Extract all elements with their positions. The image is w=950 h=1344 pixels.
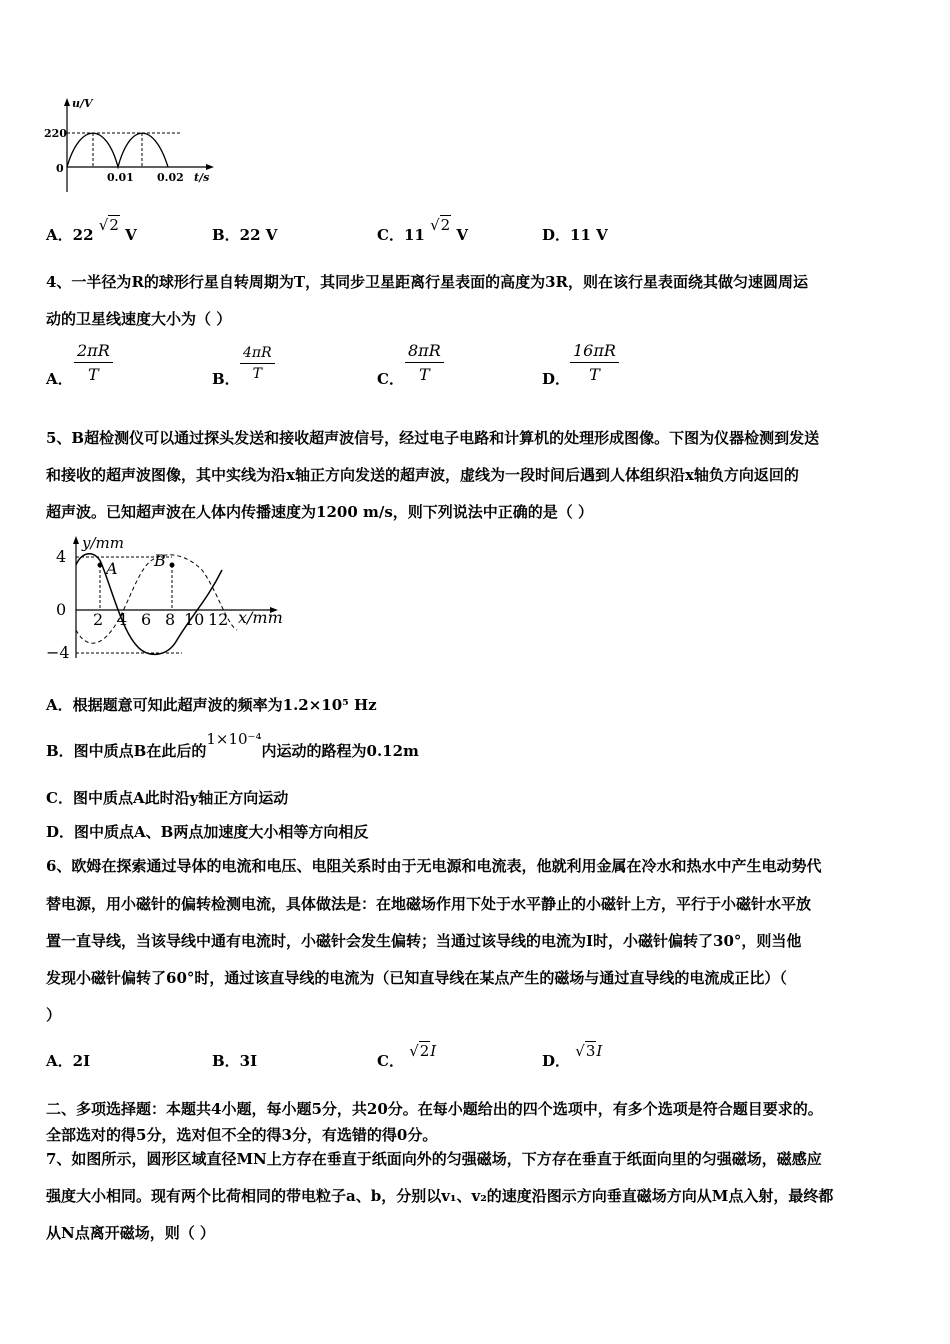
q5-stem-line3: 超声波。已知超声波在人体内传播速度为1200 m/s，则下列说法中正确的是（ ）: [46, 503, 593, 521]
q4-option-a[interactable]: A．: [46, 370, 73, 388]
q3-option-b[interactable]: B．22 V: [212, 226, 278, 244]
sqrt-symbol: √2: [430, 216, 451, 234]
q4-option-d-fraction: $\frac{16\pi R}{T}$: [570, 341, 619, 384]
q5-option-d[interactable]: D．图中质点A、B两点加速度大小相等方向相反: [46, 823, 369, 841]
graph1-x-tick-1: 0.01: [107, 171, 134, 184]
q6-option-b[interactable]: B．3I: [212, 1052, 258, 1070]
voltage-time-graph: [40, 92, 220, 202]
q7-stem-line3: 从N点离开磁场，则（ ）: [46, 1224, 215, 1242]
q6-option-a[interactable]: A．2I: [46, 1052, 91, 1070]
q3-option-a[interactable]: A．22 √2 V: [46, 216, 137, 244]
graph1-y-tick: 220: [44, 127, 67, 140]
q6-stem-line4: 发现小磁针偏转了60°时，通过该直导线的电流为（已知直导线在某点产生的磁场与通过直导线的电流成正比）（: [46, 969, 787, 987]
q6-stem-line5: ）: [46, 1006, 62, 1024]
q3-option-c[interactable]: C．11 √2 V: [377, 216, 469, 244]
wave-x-tick-10: 10: [184, 610, 205, 629]
q6-option-c[interactable]: C． √2I: [377, 1042, 437, 1070]
q5-stem-line2: 和接收的超声波图像，其中实线为沿x轴正方向发送的超声波，虚线为一段时间后遇到人体组织沿x轴负方向返回的: [46, 466, 799, 484]
wave-y-label: y/mm: [82, 534, 124, 552]
q6-stem-line1: 6、欧姆在探索通过导体的电流和电压、电阻关系时由于无电源和电流表，他就利用金属在冷水和热水中产生电动势代: [46, 857, 822, 875]
q6-stem-line3: 置一直导线，当该导线中通有电流时，小磁针会发生偏转；当通过该导线的电流为I时，小磁针偏转了30°，则当他: [46, 932, 802, 950]
sqrt-symbol: √2: [98, 216, 119, 234]
wave-x-tick-8: 8: [165, 610, 176, 629]
wave-point-b-label: B: [154, 551, 166, 570]
q4-option-c-fraction: $\frac{8\pi R}{T}$: [405, 341, 444, 384]
graph1-x-tick-2: 0.02: [157, 171, 184, 184]
wave-y-bottom: −4: [46, 643, 70, 662]
graph1-origin: 0: [56, 162, 64, 175]
graph1-x-label: t/s: [194, 171, 210, 184]
ultrasound-wave-graph: [42, 530, 302, 665]
q4-option-a-fraction: $\frac{2\pi R}{T}$: [74, 341, 113, 384]
section2-heading-line1: 二、多项选择题：本题共4小题，每小题5分，共20分。在每小题给出的四个选项中，有多个选项是符合题目要求的。: [46, 1100, 823, 1118]
time-superscript: 1×10⁻⁴: [206, 730, 262, 748]
q4-option-b[interactable]: B．: [212, 370, 240, 388]
q6-option-d[interactable]: D． √3I: [542, 1042, 603, 1070]
wave-x-tick-6: 6: [141, 610, 152, 629]
graph1-y-label: u/V: [72, 97, 93, 110]
q4-option-b-fraction: $\frac{4\pi R}{T}$: [240, 345, 275, 382]
q7-stem-line1: 7、如图所示，圆形区域直径MN上方存在垂直于纸面向外的匀强磁场，下方存在垂直于纸面向里的匀强磁场，磁感应: [46, 1150, 822, 1168]
q4-stem-line2: 动的卫星线速度大小为（ ）: [46, 310, 232, 328]
sqrt-symbol: √3I: [575, 1042, 603, 1060]
q3-option-d[interactable]: D．11 V: [542, 226, 608, 244]
q4-option-d[interactable]: D．: [542, 370, 571, 388]
q5-option-c[interactable]: C．图中质点A此时沿y轴正方向运动: [46, 789, 289, 807]
q5-option-a[interactable]: A．根据题意可知此超声波的频率为1.2×10⁵ Hz: [46, 696, 377, 714]
section2-heading-line2: 全部选对的得5分，选对但不全的得3分，有选错的得0分。: [46, 1126, 438, 1144]
wave-point-a-label: A: [106, 559, 118, 578]
wave-x-tick-2: 2: [93, 610, 104, 629]
q5-stem-line1: 5、B超检测仪可以通过探头发送和接收超声波信号，经过电子电路和计算机的处理形成图像。下图为仪器检测到发送: [46, 429, 820, 447]
wave-x-tick-12: 12: [208, 610, 229, 629]
wave-y-top: 4: [56, 547, 67, 566]
q7-stem-line2: 强度大小相同。现有两个比荷相同的带电粒子a、b，分别以v₁、v₂的速度沿图示方向垂直磁场方向从M点入射，最终都: [46, 1187, 834, 1205]
q4-stem-line1: 4、一半径为R的球形行星自转周期为T，其同步卫星距离行星表面的高度为3R，则在该行星表面绕其做匀速圆周运: [46, 273, 808, 291]
wave-x-tick-4: 4: [117, 610, 128, 629]
q5-option-b[interactable]: B．图中质点B在此后的1×10⁻⁴内运动的路程为0.12m: [46, 730, 419, 760]
wave-x-label: x/mm: [238, 608, 283, 627]
q4-option-c[interactable]: C．: [377, 370, 404, 388]
wave-y-zero: 0: [56, 600, 67, 619]
q6-stem-line2: 替电源，用小磁针的偏转检测电流，具体做法是：在地磁场作用下处于水平静止的小磁针上方，平行于小磁针水平放: [46, 895, 812, 913]
sqrt-symbol: √2I: [409, 1042, 437, 1060]
